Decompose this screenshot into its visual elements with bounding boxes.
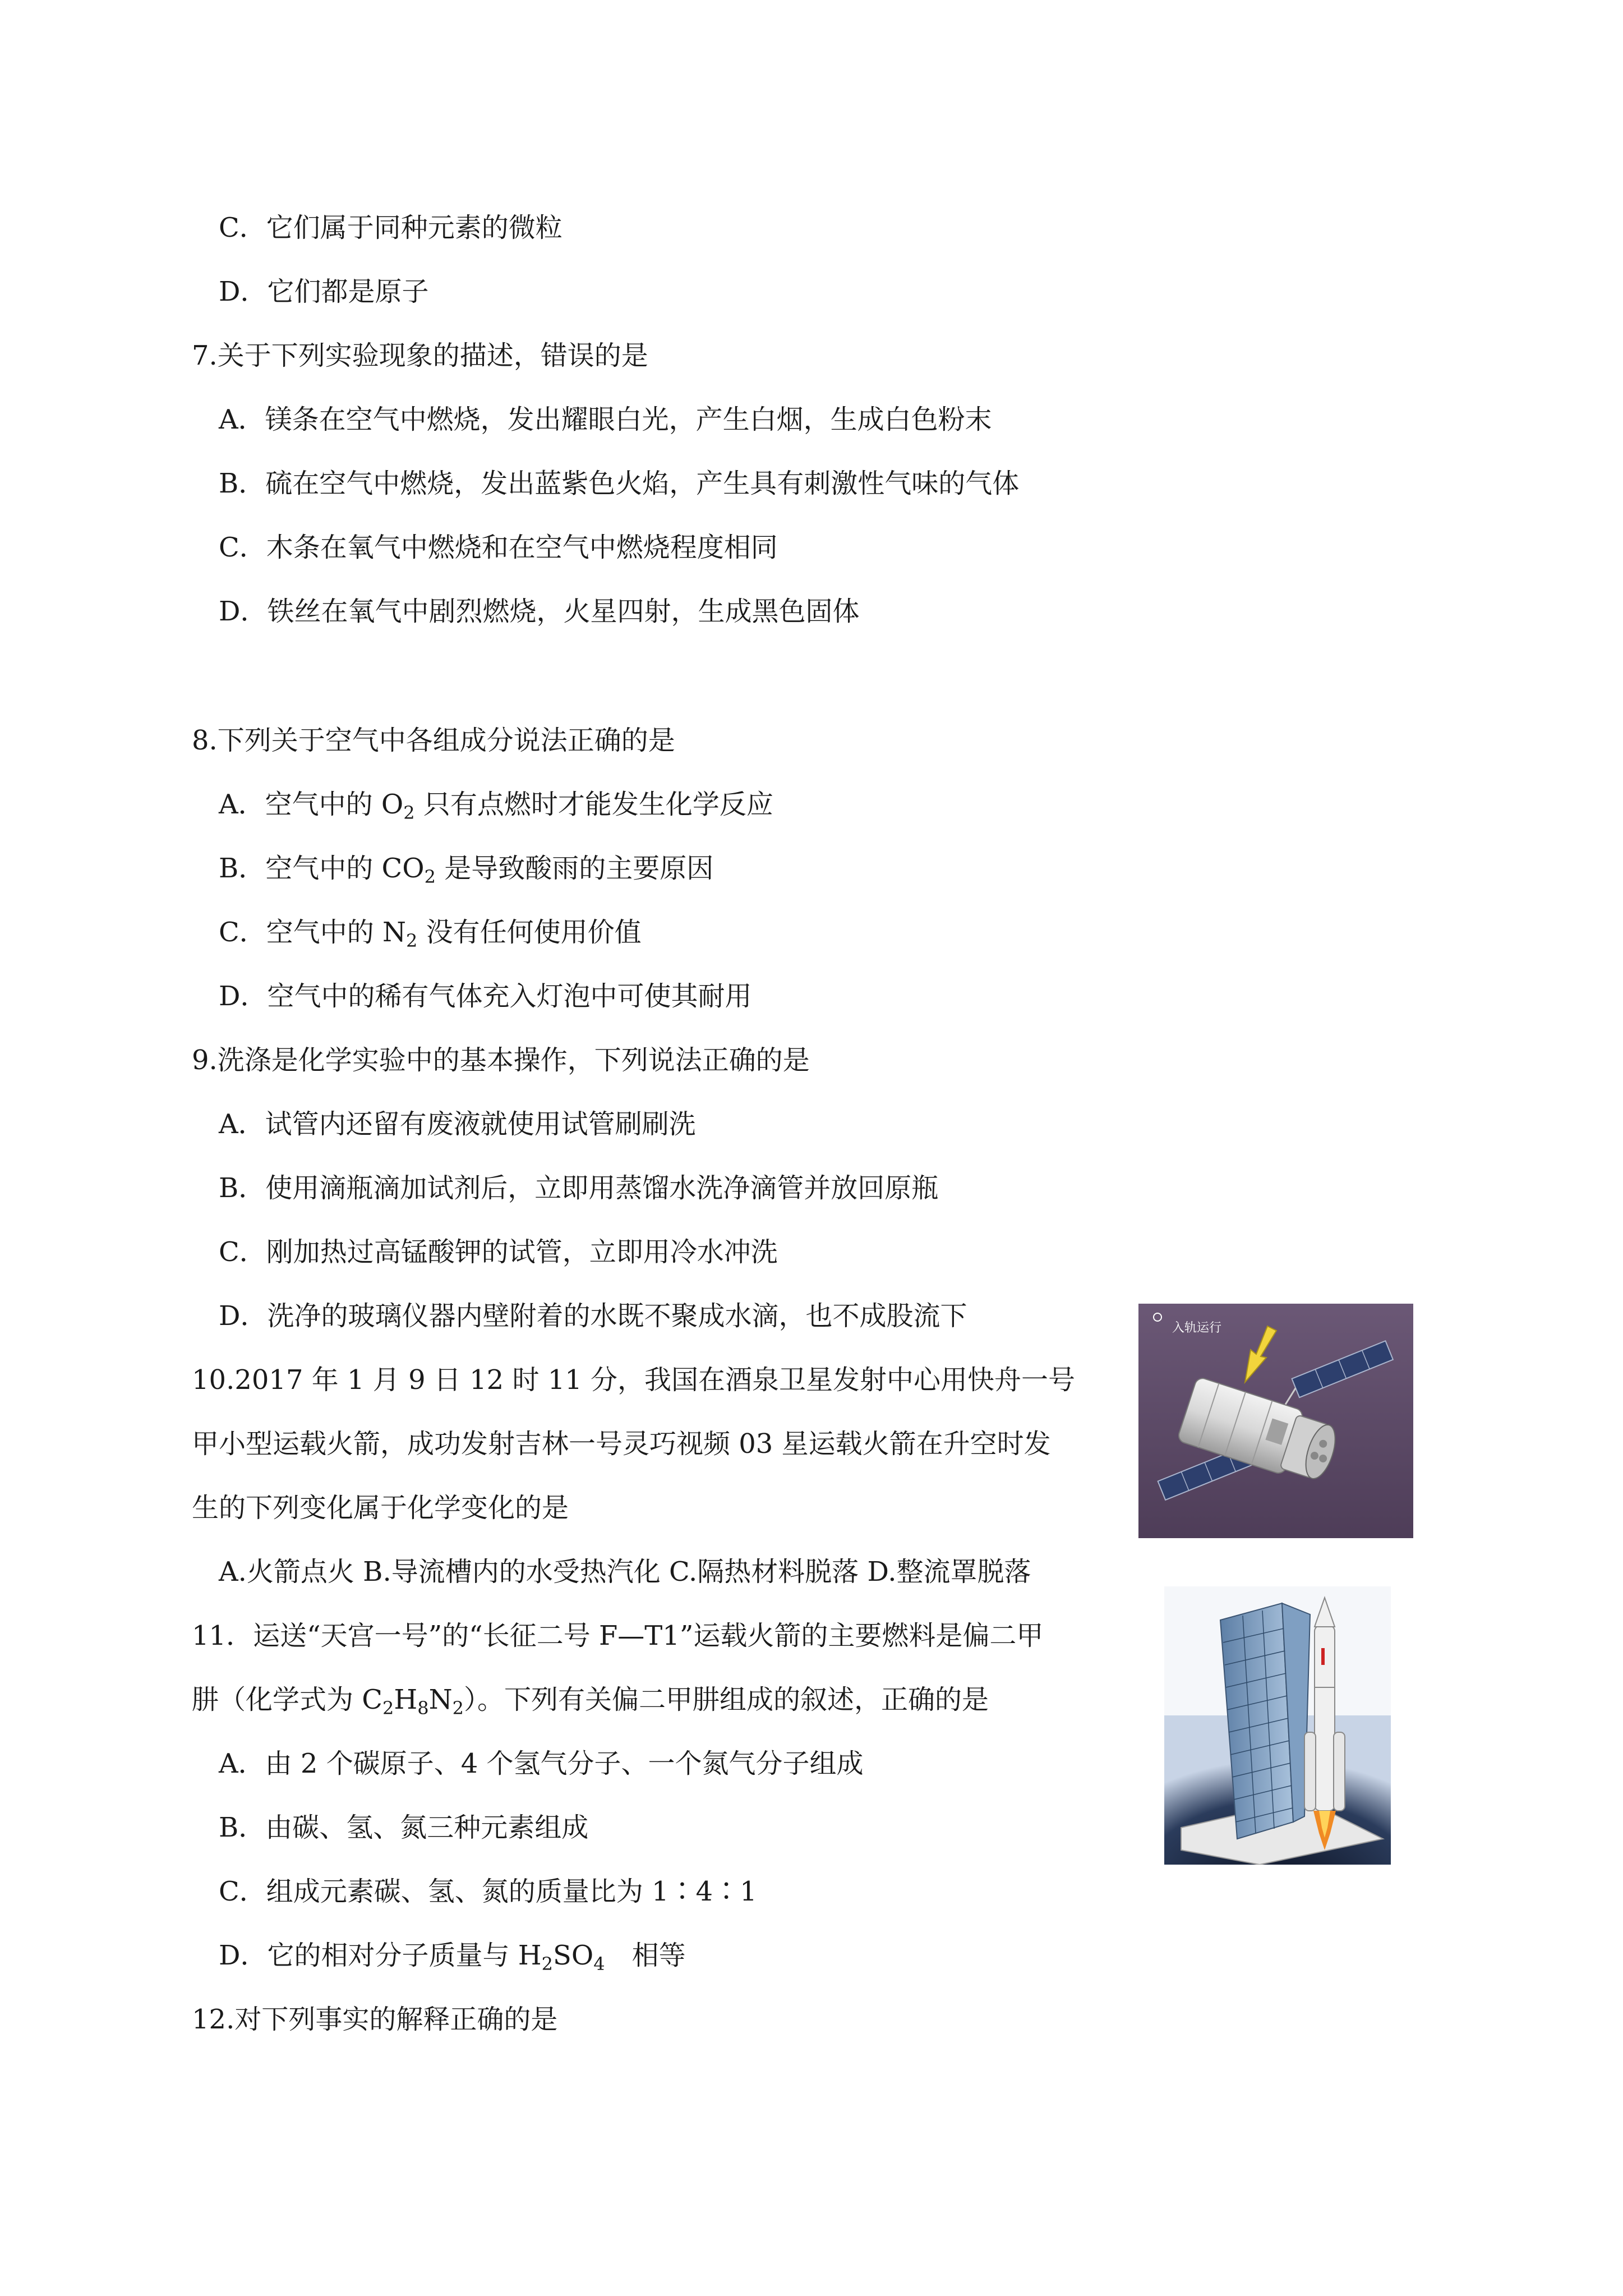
q8-option-b: B．空气中的 $CO_2$ 是导致酸雨的主要原因 [219,853,714,887]
q10-stem-line1: 10.2017 年 1 月 9 日 12 时 11 分，我国在酒泉卫星发射中心用快舟一号 [192,1364,1076,1396]
q12-stem: 12.对下列事实的解释正确的是 [192,2004,558,2035]
station-caption: 入轨运行 [1172,1321,1222,1335]
q10-options: A.火箭点火 B.导流槽内的水受热汽化 C.隔热材料脱落 D.整流罩脱落 [219,1556,1031,1588]
q7-option-a: A．镁条在空气中燃烧，发出耀眼白光，产生白烟，生成白色粉末 [219,404,992,435]
q10-stem-line3: 生的下列变化属于化学变化的是 [192,1492,569,1524]
q9-stem: 9.洗涤是化学实验中的基本操作，下列说法正确的是 [192,1045,810,1076]
q6-option-c: C．它们属于同种元素的微粒 [219,212,562,243]
q7-stem: 7.关于下列实验现象的描述，错误的是 [192,340,648,371]
q9-option-c: C．刚加热过高锰酸钾的试管，立即用冷水冲洗 [219,1236,778,1268]
q11-option-a: A．由 2 个碳原子、4 个氢气分子、一个氮气分子组成 [219,1748,864,1779]
rocket-launch-tower-image [1164,1586,1391,1865]
q8-option-a: A．空气中的 $O_2$ 只有点燃时才能发生化学反应 [219,789,773,823]
q8-option-d: D．空气中的稀有气体充入灯泡中可使其耐用 [219,981,752,1012]
q6-option-d: D．它们都是原子 [219,276,429,307]
q11-option-d: D．它的相对分子质量与 $H_2SO_4$ 相等 [219,1940,686,1975]
q11-option-c: C．组成元素碳、氢、氮的质量比为 1∶4∶1 [219,1876,757,1907]
q11-option-b: B．由碳、氢、氮三种元素组成 [219,1812,589,1843]
q11-stem-line2: 肼（化学式为 $C_2H_8N_2$）。下列有关偏二甲肼组成的叙述，正确的是 [192,1684,989,1719]
space-station-image [1138,1304,1413,1538]
q7-option-c: C．木条在氧气中燃烧和在空气中燃烧程度相同 [219,532,778,563]
q8-stem: 8.下列关于空气中各组成分说法正确的是 [192,725,675,756]
q8-option-c: C．空气中的 $N_2$ 没有任何使用价值 [219,917,642,951]
q10-stem-line2: 甲小型运载火箭，成功发射吉林一号灵巧视频 03 星运载火箭在升空时发 [192,1428,1051,1460]
q9-option-a: A．试管内还留有废液就使用试管刷刷洗 [219,1108,696,1140]
q11-stem-line1: 11．运送“天宫一号”的“长征二号 F—T1”运载火箭的主要燃料是偏二甲 [192,1620,1044,1651]
q7-option-d: D．铁丝在氧气中剧烈燃烧，火星四射，生成黑色固体 [219,596,860,627]
q9-option-d: D．洗净的玻璃仪器内壁附着的水既不聚成水滴，也不成股流下 [219,1300,967,1332]
q9-option-b: B．使用滴瓶滴加试剂后，立即用蒸馏水洗净滴管并放回原瓶 [219,1172,939,1204]
q7-option-b: B．硫在空气中燃烧，发出蓝紫色火焰，产生具有刺激性气味的气体 [219,468,1020,499]
